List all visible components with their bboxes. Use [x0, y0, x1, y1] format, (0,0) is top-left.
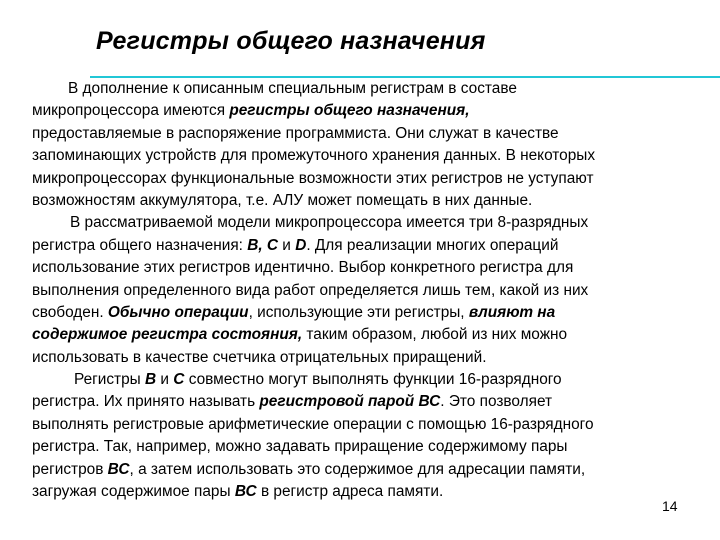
paragraph-1-line-5: микропроцессорах функциональные возможности этих регистров не уступают [32, 169, 594, 187]
paragraph-3-line-2 [32, 391, 704, 413]
paragraph-2-line-3: использование этих регистров идентично. Выбор конкретного регистра для [32, 259, 574, 277]
register-names: В, С [247, 236, 279, 254]
text-span: таким образом, любой из них можно [302, 326, 568, 344]
paragraph-2-line-5 [32, 302, 704, 324]
paragraph-2-line-4: выполнения определенного вида работ определяется лишь тем, какой из них [32, 281, 589, 299]
paragraph-2-line-1: В рассматриваемой модели микропроцессора имеется три 8-разрядных [70, 214, 589, 232]
paragraph-2-line-6 [32, 324, 704, 346]
text-span: и [278, 236, 296, 254]
text-span: регистра общего назначения: [32, 236, 248, 254]
paragraph-1-line-3: предоставляемые в распоряжение программиста. Они служат в качестве [32, 124, 559, 142]
paragraph-1-line-1: В дополнение к описанным специальным регистрам в составе [68, 80, 517, 97]
paragraph-1-line-2 [32, 100, 704, 122]
body-text [32, 78, 704, 503]
emphasis-term: влияют на [468, 303, 556, 321]
paragraph-3-line-5 [32, 459, 704, 481]
paragraph-3-line-4: регистра. Так, например, можно задавать приращение содержимому пары [32, 438, 568, 456]
text-span: . Для реализации многих операций [306, 236, 559, 254]
text-span: загружая содержимое пары [32, 483, 235, 501]
text-span: , а затем использовать это содержимое для адресации памяти, [129, 460, 586, 478]
text-span: в регистр адреса памяти. [256, 483, 444, 501]
emphasis-term: Обычно операции [107, 303, 249, 321]
text-span: , использующие эти регистры, [248, 303, 469, 321]
paragraph-1-line-6: возможностям аккумулятора, т.е. АЛУ может помещать в них данные. [32, 191, 533, 209]
paragraph-3-line-6 [32, 481, 704, 503]
emphasis-term: регистровой парой ВС [259, 393, 441, 411]
paragraph-2-line-2 [32, 235, 704, 257]
paragraph-1-line-4: запоминающих устройств для промежуточного хранения данных. В некоторых [32, 147, 596, 165]
paragraph-3-line-3: выполнять регистровые арифметические операции с помощью 16-разрядного [32, 415, 594, 433]
register-name: D [295, 236, 307, 254]
page-number: 14 [662, 498, 678, 514]
text-span: . Это позволяет [440, 393, 553, 411]
text-span: совместно могут выполнять функции 16-разрядного [184, 371, 562, 389]
text-span: регистра. Их принято называть [32, 393, 260, 411]
emphasis-term: содержимое регистра состояния, [32, 326, 303, 344]
slide-title: Регистры общего назначения [96, 27, 486, 55]
paragraph-3-line-1 [32, 369, 704, 391]
text-span: Регистры [74, 371, 146, 389]
text-span: регистров [32, 460, 108, 478]
register-name: В [145, 371, 157, 389]
text-span: микропроцессора имеются [32, 102, 230, 120]
text-span: свободен. [32, 303, 108, 321]
emphasis-term: регистры общего назначения, [229, 102, 470, 120]
text-span: и [156, 371, 174, 389]
paragraph-2-line-7: использовать в качестве счетчика отрицательных приращений. [32, 348, 487, 366]
register-name: С [173, 371, 185, 389]
register-pair: ВС [234, 483, 257, 501]
register-pair: ВС [107, 460, 130, 478]
